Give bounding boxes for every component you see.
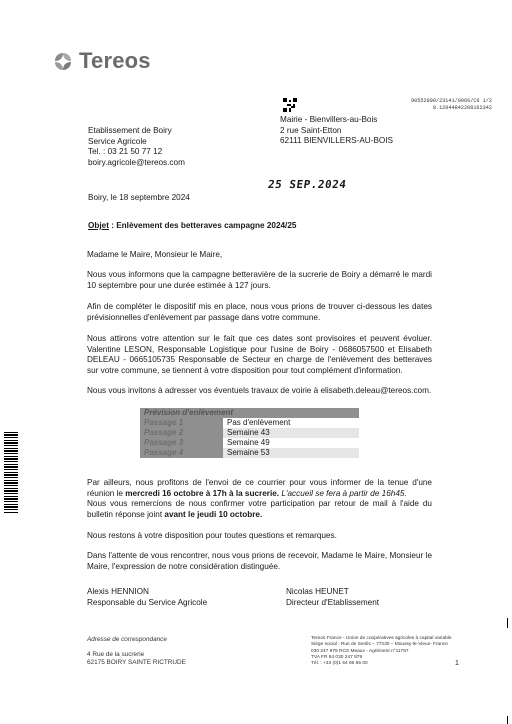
meeting-welcome: L'accueil se fera à partir de 16h45. <box>279 488 407 498</box>
recipient-address <box>280 115 393 147</box>
signatory-title: Directeur d'Etablissement <box>286 597 380 607</box>
legal-line: Siège social : Rue de Senlis – 77230 – Moussy-le-Vieux- France <box>311 642 448 648</box>
passage-value: Pas d'enlèvement <box>227 418 291 427</box>
address-line-1: 4 Rue de la sucrerie <box>87 651 145 658</box>
reference-line-1: 90552899/23141/0066/C6 1/2 <box>411 98 492 104</box>
meeting-date: mercredi 16 octobre à 17h à la sucrerie. <box>125 488 280 498</box>
paragraph-contacts: Nous attirons votre attention sur le fait que ces dates sont provisoires et peuvent évoluer. Valentine LESON, Responsable Logistique pour l'usine de Boiry - 0686057500 et Elisabeth DELEAU - 0665105735 Responsable de Secteur en charge de l'enlèvement des betteraves sur votre commune, se tiennent à votre disposition pour tout complément d'information. <box>87 334 432 375</box>
passage-label: Passage 1 <box>140 418 223 428</box>
legal-footer <box>311 636 452 667</box>
received-date-stamp: 25 SEP.2024 <box>267 178 348 191</box>
address-line-2: 62175 BOIRY SAINTE RICTRUDE <box>87 659 186 666</box>
passage-value: Semaine 53 <box>223 448 359 458</box>
margin-mark <box>507 716 508 724</box>
signature-left <box>87 587 207 608</box>
table-row <box>140 438 359 448</box>
sender-line-1: Etablissement de Boiry <box>88 126 172 135</box>
subject-label: Objet <box>88 221 109 230</box>
signatory-name: Alexis HENNION <box>87 587 149 596</box>
passage-label: Passage 3 <box>140 438 223 448</box>
table-row <box>140 418 359 428</box>
paragraph-campaign-start: Nous vous informons que la campagne betteravière de la sucrerie de Boiry a démarré le mardi 10 septembre pour une durée estimée à 127 jours. <box>87 270 432 290</box>
paragraph-schedule-intro: Afin de compléter le dispositif mis en place, nous vous prions de trouver ci-dessous les dates prévisionnelles d'enlèvement par passage dans votre commune. <box>87 302 432 322</box>
paragraph-meeting <box>87 478 432 520</box>
signatory-title: Responsable du Service Agricole <box>87 597 208 607</box>
barcode-icon <box>4 432 18 514</box>
passage-label: Passage 2 <box>140 428 223 438</box>
passage-value: Semaine 49 <box>227 438 270 447</box>
passage-label: Passage 4 <box>140 448 223 458</box>
legal-line: Tél. : +33 (0)1 64 86 55 00 <box>311 661 368 667</box>
letter-date: Boiry, le 18 septembre 2024 <box>88 193 190 202</box>
page-number: 1 <box>455 660 459 667</box>
salutation: Madame le Maire, Monsieur le Maire, <box>87 250 223 259</box>
legal-line: Tereos France - Union de coopératives agricoles à capital variable <box>311 636 452 641</box>
meeting-deadline: avant le jeudi 10 octobre. <box>164 509 263 519</box>
meeting-text: Par ailleurs, nous profitons de l'envoi de ce courrier pour vous informer de la tenue d'une réunion le <box>87 478 432 498</box>
correspondence-address <box>87 651 186 667</box>
passage-value: Semaine 43 <box>223 428 359 438</box>
recipient-line-2: 2 rue Saint-Etton <box>280 125 342 135</box>
sender-email: boiry.agricole@tereos.com <box>88 157 185 167</box>
signature-right <box>286 587 379 608</box>
subject-line <box>88 221 296 232</box>
sender-line-3: Tel. : 03 21 50 77 12 <box>88 147 163 156</box>
paragraph-road-works: Nous vous invitons à adresser vos éventuels travaux de voirie à elisabeth.deleau@tereos.com. <box>87 386 432 395</box>
pickup-forecast-table <box>140 408 359 458</box>
table-header: Prévision d'enlèvement <box>140 408 359 418</box>
paragraph-availability: Nous restons à votre disposition pour toutes questions et remarques. <box>87 531 337 540</box>
table-row <box>140 428 359 438</box>
tereos-leaf-icon <box>52 50 74 72</box>
legal-line: TVA FR 64 030 247 979 <box>311 654 363 660</box>
recipient-line-1: Mairie - Bienvillers-au-Bois <box>280 115 378 124</box>
sender-block <box>88 126 185 168</box>
sender-line-2: Service Agricole <box>88 136 147 146</box>
table-row <box>140 448 359 458</box>
subject-text: : Enlèvement des betteraves campagne 2024/25 <box>108 221 297 230</box>
meeting-rsvp: Nous vous remercions de nous confirmer votre participation par retour de mail à l'aide du bulletin réponse joint <box>87 499 432 519</box>
recipient-line-3: 62111 BIENVILLERS-AU-BOIS <box>280 136 394 145</box>
qr-code-icon <box>283 98 297 112</box>
correspondence-label: Adresse de correspondance <box>87 636 167 643</box>
logo-text: Tereos <box>79 48 151 73</box>
company-logo <box>52 48 151 74</box>
signatory-name: Nicolas HEUNET <box>286 587 349 596</box>
legal-line: 030 247 979 RCS Meaux - Agrément n°11787 <box>311 648 409 654</box>
paragraph-closing: Dans l'attente de vous rencontrer, nous vous prions de recevoir, Madame le Maire, Monsieur le Maire, l'expression de notre considération distinguée. <box>87 551 432 571</box>
document-reference <box>411 98 492 112</box>
margin-mark <box>507 618 508 628</box>
reference-line-2: 0.12044842208162342 <box>432 105 492 111</box>
